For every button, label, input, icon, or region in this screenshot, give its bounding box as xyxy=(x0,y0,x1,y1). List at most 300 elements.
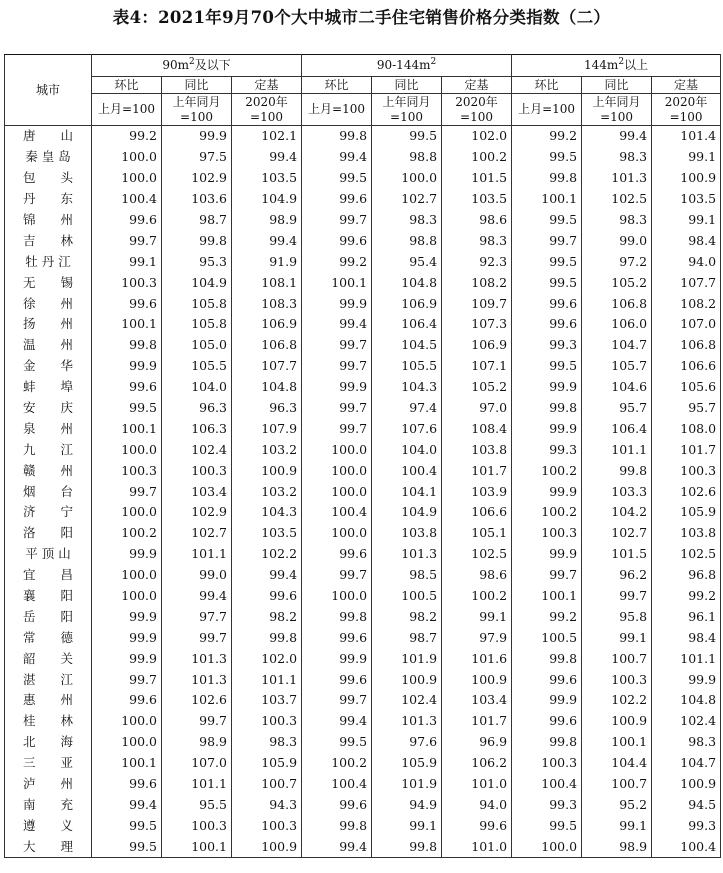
index-value-cell: 99.7 xyxy=(162,627,232,648)
index-value-cell: 100.9 xyxy=(652,774,721,795)
index-value-cell: 103.2 xyxy=(232,481,302,502)
index-value-cell: 100.0 xyxy=(92,502,162,523)
index-value-cell: 99.8 xyxy=(582,460,652,481)
index-value-cell: 99.4 xyxy=(232,565,302,586)
index-value-cell: 106.6 xyxy=(652,356,721,377)
index-value-cell: 99.8 xyxy=(302,606,372,627)
city-cell: 秦 皇 岛 xyxy=(5,147,92,168)
index-value-cell: 107.7 xyxy=(232,356,302,377)
city-cell: 岳 阳 xyxy=(5,606,92,627)
index-value-cell: 100.0 xyxy=(512,836,582,857)
index-value-cell: 99.1 xyxy=(442,606,512,627)
index-value-cell: 99.6 xyxy=(92,774,162,795)
index-value-cell: 102.5 xyxy=(442,544,512,565)
city-cell: 包 头 xyxy=(5,168,92,189)
index-value-cell: 101.1 xyxy=(652,648,721,669)
table-row xyxy=(5,836,721,857)
index-value-cell: 99.0 xyxy=(582,230,652,251)
city-cell: 烟 台 xyxy=(5,481,92,502)
index-value-cell: 106.9 xyxy=(232,314,302,335)
index-value-cell: 99.8 xyxy=(162,230,232,251)
index-value-cell: 99.7 xyxy=(302,335,372,356)
index-value-cell: 98.3 xyxy=(232,732,302,753)
city-cell: 无 锡 xyxy=(5,272,92,293)
index-value-cell: 102.6 xyxy=(652,481,721,502)
index-value-cell: 99.1 xyxy=(652,210,721,231)
index-value-cell: 99.9 xyxy=(92,627,162,648)
index-value-cell: 99.9 xyxy=(92,356,162,377)
city-cell: 唐 山 xyxy=(5,126,92,147)
index-value-cell: 99.6 xyxy=(302,544,372,565)
index-value-cell: 99.2 xyxy=(302,251,372,272)
index-value-cell: 99.2 xyxy=(512,126,582,147)
index-value-cell: 100.1 xyxy=(92,753,162,774)
city-cell: 吉 林 xyxy=(5,230,92,251)
index-value-cell: 95.7 xyxy=(582,398,652,419)
index-value-cell: 101.3 xyxy=(372,711,442,732)
index-value-cell: 99.2 xyxy=(652,586,721,607)
index-value-cell: 99.5 xyxy=(372,126,442,147)
index-value-cell: 103.7 xyxy=(232,690,302,711)
index-value-cell: 95.2 xyxy=(582,795,652,816)
index-value-cell: 99.6 xyxy=(92,690,162,711)
index-value-cell: 97.4 xyxy=(372,398,442,419)
index-value-cell: 99.9 xyxy=(512,481,582,502)
city-cell: 锦 州 xyxy=(5,210,92,231)
table-body xyxy=(5,126,721,858)
index-value-cell: 102.0 xyxy=(442,126,512,147)
index-value-cell: 100.0 xyxy=(92,439,162,460)
index-value-cell: 99.6 xyxy=(302,230,372,251)
table-row xyxy=(5,774,721,795)
index-value-cell: 100.0 xyxy=(92,565,162,586)
index-value-cell: 98.4 xyxy=(652,627,721,648)
index-value-cell: 94.5 xyxy=(652,795,721,816)
index-value-cell: 102.9 xyxy=(162,502,232,523)
table-row xyxy=(5,544,721,565)
table-row xyxy=(5,711,721,732)
index-value-cell: 95.7 xyxy=(652,398,721,419)
index-value-cell: 94.0 xyxy=(442,795,512,816)
index-value-cell: 99.9 xyxy=(512,418,582,439)
index-value-cell: 104.3 xyxy=(232,502,302,523)
index-value-cell: 100.3 xyxy=(162,460,232,481)
index-value-cell: 106.4 xyxy=(372,314,442,335)
index-value-cell: 92.3 xyxy=(442,251,512,272)
index-value-cell: 101.0 xyxy=(442,836,512,857)
table-row xyxy=(5,460,721,481)
index-value-cell: 100.0 xyxy=(92,586,162,607)
index-value-cell: 99.6 xyxy=(92,293,162,314)
base-header-cell: 上年同月 =100 xyxy=(162,94,232,126)
table-row xyxy=(5,815,721,836)
index-value-cell: 103.3 xyxy=(582,481,652,502)
index-value-cell: 99.7 xyxy=(302,690,372,711)
base-header-cell: 上月=100 xyxy=(302,94,372,126)
table-header xyxy=(5,55,721,126)
city-header: 城市 xyxy=(5,55,92,126)
table-row xyxy=(5,272,721,293)
index-value-cell: 99.8 xyxy=(302,126,372,147)
index-value-cell: 98.8 xyxy=(372,230,442,251)
index-value-cell: 99.6 xyxy=(302,189,372,210)
index-value-cell: 99.5 xyxy=(92,398,162,419)
index-value-cell: 99.2 xyxy=(512,606,582,627)
index-value-cell: 98.3 xyxy=(372,210,442,231)
index-value-cell: 105.0 xyxy=(162,335,232,356)
index-value-cell: 100.0 xyxy=(302,586,372,607)
index-value-cell: 101.7 xyxy=(442,460,512,481)
index-value-cell: 104.8 xyxy=(652,690,721,711)
index-value-cell: 98.7 xyxy=(162,210,232,231)
index-value-cell: 106.9 xyxy=(372,293,442,314)
index-value-cell: 101.1 xyxy=(582,439,652,460)
sub-header-cell: 定基 xyxy=(442,77,512,94)
index-value-cell: 98.8 xyxy=(372,147,442,168)
index-value-cell: 100.9 xyxy=(442,669,512,690)
index-value-cell: 103.8 xyxy=(652,523,721,544)
index-value-cell: 99.3 xyxy=(512,439,582,460)
index-value-cell: 101.0 xyxy=(442,774,512,795)
city-cell: 济 宁 xyxy=(5,502,92,523)
table-row xyxy=(5,189,721,210)
table-row xyxy=(5,293,721,314)
index-value-cell: 100.1 xyxy=(512,586,582,607)
index-value-cell: 100.2 xyxy=(512,502,582,523)
index-value-cell: 101.7 xyxy=(442,711,512,732)
index-value-cell: 100.9 xyxy=(582,711,652,732)
index-value-cell: 106.9 xyxy=(442,335,512,356)
index-value-cell: 95.4 xyxy=(372,251,442,272)
index-value-cell: 100.4 xyxy=(302,502,372,523)
index-value-cell: 103.5 xyxy=(442,189,512,210)
index-value-cell: 99.7 xyxy=(582,586,652,607)
index-value-cell: 103.4 xyxy=(162,481,232,502)
index-value-cell: 101.6 xyxy=(442,648,512,669)
table-row xyxy=(5,523,721,544)
index-value-cell: 99.5 xyxy=(512,356,582,377)
index-value-cell: 98.3 xyxy=(442,230,512,251)
index-value-cell: 99.9 xyxy=(512,544,582,565)
index-value-cell: 99.8 xyxy=(512,732,582,753)
index-value-cell: 99.2 xyxy=(92,126,162,147)
index-value-cell: 101.5 xyxy=(582,544,652,565)
city-cell: 金 华 xyxy=(5,356,92,377)
table-row xyxy=(5,502,721,523)
index-value-cell: 106.6 xyxy=(442,502,512,523)
index-value-cell: 100.4 xyxy=(372,460,442,481)
index-value-cell: 100.5 xyxy=(512,627,582,648)
index-value-cell: 103.8 xyxy=(372,523,442,544)
index-value-cell: 99.6 xyxy=(512,293,582,314)
index-value-cell: 101.1 xyxy=(162,544,232,565)
city-cell: 泸 州 xyxy=(5,774,92,795)
index-value-cell: 100.9 xyxy=(372,669,442,690)
index-value-cell: 105.9 xyxy=(372,753,442,774)
city-cell: 洛 阳 xyxy=(5,523,92,544)
index-value-cell: 99.7 xyxy=(92,230,162,251)
index-value-cell: 99.4 xyxy=(302,147,372,168)
city-cell: 牡 丹 江 xyxy=(5,251,92,272)
index-value-cell: 99.3 xyxy=(512,795,582,816)
index-value-cell: 100.3 xyxy=(162,815,232,836)
index-value-cell: 102.6 xyxy=(162,690,232,711)
index-value-cell: 108.2 xyxy=(442,272,512,293)
index-value-cell: 104.3 xyxy=(372,377,442,398)
index-value-cell: 100.0 xyxy=(302,523,372,544)
index-value-cell: 105.8 xyxy=(162,293,232,314)
city-cell: 常 德 xyxy=(5,627,92,648)
index-value-cell: 99.0 xyxy=(162,565,232,586)
index-value-cell: 105.7 xyxy=(582,356,652,377)
index-value-cell: 99.9 xyxy=(512,377,582,398)
index-value-cell: 102.0 xyxy=(232,648,302,669)
index-value-cell: 100.9 xyxy=(232,460,302,481)
index-value-cell: 100.0 xyxy=(92,732,162,753)
table-row xyxy=(5,439,721,460)
index-value-cell: 96.9 xyxy=(442,732,512,753)
table-row xyxy=(5,356,721,377)
index-value-cell: 98.3 xyxy=(582,210,652,231)
index-value-cell: 99.5 xyxy=(92,836,162,857)
index-value-cell: 99.8 xyxy=(372,836,442,857)
index-value-cell: 102.5 xyxy=(582,189,652,210)
index-value-cell: 99.8 xyxy=(512,398,582,419)
index-value-cell: 104.7 xyxy=(652,753,721,774)
index-value-cell: 100.0 xyxy=(302,481,372,502)
index-value-cell: 105.9 xyxy=(232,753,302,774)
base-header-cell: 上月=100 xyxy=(512,94,582,126)
index-value-cell: 106.4 xyxy=(582,418,652,439)
index-value-cell: 96.8 xyxy=(652,565,721,586)
index-value-cell: 99.7 xyxy=(512,565,582,586)
index-value-cell: 100.0 xyxy=(92,168,162,189)
price-index-table xyxy=(4,54,721,858)
index-value-cell: 100.4 xyxy=(652,836,721,857)
table-row xyxy=(5,481,721,502)
index-value-cell: 100.3 xyxy=(232,815,302,836)
index-value-cell: 103.5 xyxy=(232,168,302,189)
index-value-cell: 104.9 xyxy=(232,189,302,210)
table-row xyxy=(5,795,721,816)
index-value-cell: 105.1 xyxy=(442,523,512,544)
index-value-cell: 94.0 xyxy=(652,251,721,272)
table-row xyxy=(5,168,721,189)
index-value-cell: 106.2 xyxy=(442,753,512,774)
index-value-cell: 91.9 xyxy=(232,251,302,272)
city-cell: 泉 州 xyxy=(5,418,92,439)
index-value-cell: 108.2 xyxy=(652,293,721,314)
index-value-cell: 100.7 xyxy=(232,774,302,795)
index-value-cell: 104.6 xyxy=(582,377,652,398)
index-value-cell: 99.7 xyxy=(302,565,372,586)
index-value-cell: 96.2 xyxy=(582,565,652,586)
table-row xyxy=(5,565,721,586)
index-value-cell: 99.5 xyxy=(512,251,582,272)
index-value-cell: 99.6 xyxy=(232,586,302,607)
index-value-cell: 98.9 xyxy=(232,210,302,231)
city-cell: 扬 州 xyxy=(5,314,92,335)
index-value-cell: 103.4 xyxy=(442,690,512,711)
index-value-cell: 99.7 xyxy=(302,398,372,419)
group-header-medium: $90-144m^2$ xyxy=(302,55,512,77)
index-value-cell: 99.7 xyxy=(162,711,232,732)
index-value-cell: 99.9 xyxy=(302,648,372,669)
table-row xyxy=(5,669,721,690)
index-value-cell: 99.1 xyxy=(582,815,652,836)
index-value-cell: 101.1 xyxy=(162,774,232,795)
index-value-cell: 104.5 xyxy=(372,335,442,356)
index-value-cell: 98.5 xyxy=(372,565,442,586)
index-value-cell: 106.3 xyxy=(162,418,232,439)
sub-header-cell: 定基 xyxy=(652,77,721,94)
index-value-cell: 100.3 xyxy=(92,272,162,293)
index-value-cell: 97.9 xyxy=(442,627,512,648)
index-value-cell: 99.5 xyxy=(512,147,582,168)
index-value-cell: 98.4 xyxy=(652,230,721,251)
index-value-cell: 100.7 xyxy=(582,648,652,669)
index-value-cell: 104.0 xyxy=(162,377,232,398)
index-value-cell: 99.6 xyxy=(512,711,582,732)
city-cell: 桂 林 xyxy=(5,711,92,732)
city-cell: 韶 关 xyxy=(5,648,92,669)
table-row xyxy=(5,648,721,669)
table-row xyxy=(5,335,721,356)
index-value-cell: 96.3 xyxy=(232,398,302,419)
city-cell: 遵 义 xyxy=(5,815,92,836)
group-header-large: $144m^2$以上 xyxy=(512,55,721,77)
index-value-cell: 103.5 xyxy=(652,189,721,210)
sub-header-cell: 环比 xyxy=(512,77,582,94)
index-value-cell: 108.4 xyxy=(442,418,512,439)
index-value-cell: 100.1 xyxy=(302,272,372,293)
city-cell: 赣 州 xyxy=(5,460,92,481)
index-value-cell: 102.2 xyxy=(232,544,302,565)
table-row xyxy=(5,377,721,398)
index-value-cell: 100.2 xyxy=(512,460,582,481)
index-value-cell: 98.3 xyxy=(582,147,652,168)
index-value-cell: 100.9 xyxy=(232,836,302,857)
index-value-cell: 99.8 xyxy=(302,815,372,836)
index-value-cell: 99.6 xyxy=(442,815,512,836)
index-value-cell: 96.1 xyxy=(652,606,721,627)
table-row xyxy=(5,732,721,753)
index-value-cell: 105.6 xyxy=(652,377,721,398)
table-row xyxy=(5,147,721,168)
index-value-cell: 98.7 xyxy=(372,627,442,648)
index-value-cell: 99.3 xyxy=(652,815,721,836)
city-cell: 南 充 xyxy=(5,795,92,816)
index-value-cell: 98.2 xyxy=(232,606,302,627)
index-value-cell: 99.1 xyxy=(652,147,721,168)
base-header-row xyxy=(5,94,721,126)
table-row xyxy=(5,418,721,439)
index-value-cell: 99.5 xyxy=(512,272,582,293)
index-value-cell: 100.3 xyxy=(652,460,721,481)
index-value-cell: 107.9 xyxy=(232,418,302,439)
table-row xyxy=(5,314,721,335)
index-value-cell: 99.4 xyxy=(302,836,372,857)
sub-header-row xyxy=(5,77,721,94)
index-value-cell: 105.2 xyxy=(442,377,512,398)
sub-header-cell: 同比 xyxy=(162,77,232,94)
index-value-cell: 104.4 xyxy=(582,753,652,774)
city-cell: 惠 州 xyxy=(5,690,92,711)
index-value-cell: 104.0 xyxy=(372,439,442,460)
city-cell: 徐 州 xyxy=(5,293,92,314)
index-value-cell: 99.6 xyxy=(302,669,372,690)
base-header-cell: 上年同月 =100 xyxy=(582,94,652,126)
base-header-cell: 2020年 =100 xyxy=(232,94,302,126)
index-value-cell: 104.1 xyxy=(372,481,442,502)
index-value-cell: 108.1 xyxy=(232,272,302,293)
index-value-cell: 102.4 xyxy=(162,439,232,460)
index-value-cell: 100.2 xyxy=(442,147,512,168)
index-value-cell: 99.6 xyxy=(512,669,582,690)
index-value-cell: 100.0 xyxy=(372,168,442,189)
index-value-cell: 101.9 xyxy=(372,648,442,669)
index-value-cell: 99.5 xyxy=(512,815,582,836)
index-value-cell: 99.4 xyxy=(582,126,652,147)
table-row xyxy=(5,606,721,627)
index-value-cell: 102.7 xyxy=(162,523,232,544)
sub-header-cell: 定基 xyxy=(232,77,302,94)
index-value-cell: 102.7 xyxy=(372,189,442,210)
index-value-cell: 97.2 xyxy=(582,251,652,272)
index-value-cell: 99.9 xyxy=(162,126,232,147)
sub-header-cell: 环比 xyxy=(92,77,162,94)
index-value-cell: 103.8 xyxy=(442,439,512,460)
index-value-cell: 100.0 xyxy=(92,711,162,732)
index-value-cell: 104.8 xyxy=(232,377,302,398)
index-value-cell: 99.7 xyxy=(302,356,372,377)
index-value-cell: 101.1 xyxy=(232,669,302,690)
index-value-cell: 100.3 xyxy=(232,711,302,732)
index-value-cell: 99.6 xyxy=(512,314,582,335)
index-value-cell: 107.6 xyxy=(372,418,442,439)
index-value-cell: 101.4 xyxy=(652,126,721,147)
city-cell: 宜 昌 xyxy=(5,565,92,586)
index-value-cell: 99.9 xyxy=(652,669,721,690)
index-value-cell: 103.9 xyxy=(442,481,512,502)
index-value-cell: 98.6 xyxy=(442,565,512,586)
index-value-cell: 98.3 xyxy=(652,732,721,753)
index-value-cell: 99.7 xyxy=(92,669,162,690)
index-value-cell: 97.7 xyxy=(162,606,232,627)
index-value-cell: 103.6 xyxy=(162,189,232,210)
city-cell: 湛 江 xyxy=(5,669,92,690)
index-value-cell: 99.1 xyxy=(582,627,652,648)
city-cell: 温 州 xyxy=(5,335,92,356)
index-value-cell: 106.0 xyxy=(582,314,652,335)
index-value-cell: 100.2 xyxy=(92,523,162,544)
table-row xyxy=(5,230,721,251)
index-value-cell: 99.6 xyxy=(302,795,372,816)
index-value-cell: 105.9 xyxy=(652,502,721,523)
index-value-cell: 100.2 xyxy=(302,753,372,774)
table-row xyxy=(5,251,721,272)
index-value-cell: 102.4 xyxy=(372,690,442,711)
index-value-cell: 99.3 xyxy=(512,335,582,356)
index-value-cell: 101.3 xyxy=(372,544,442,565)
index-value-cell: 100.5 xyxy=(372,586,442,607)
index-value-cell: 100.1 xyxy=(582,732,652,753)
index-value-cell: 104.9 xyxy=(162,272,232,293)
sub-header-cell: 同比 xyxy=(372,77,442,94)
index-value-cell: 108.3 xyxy=(232,293,302,314)
index-value-cell: 94.9 xyxy=(372,795,442,816)
city-cell: 襄 阳 xyxy=(5,586,92,607)
